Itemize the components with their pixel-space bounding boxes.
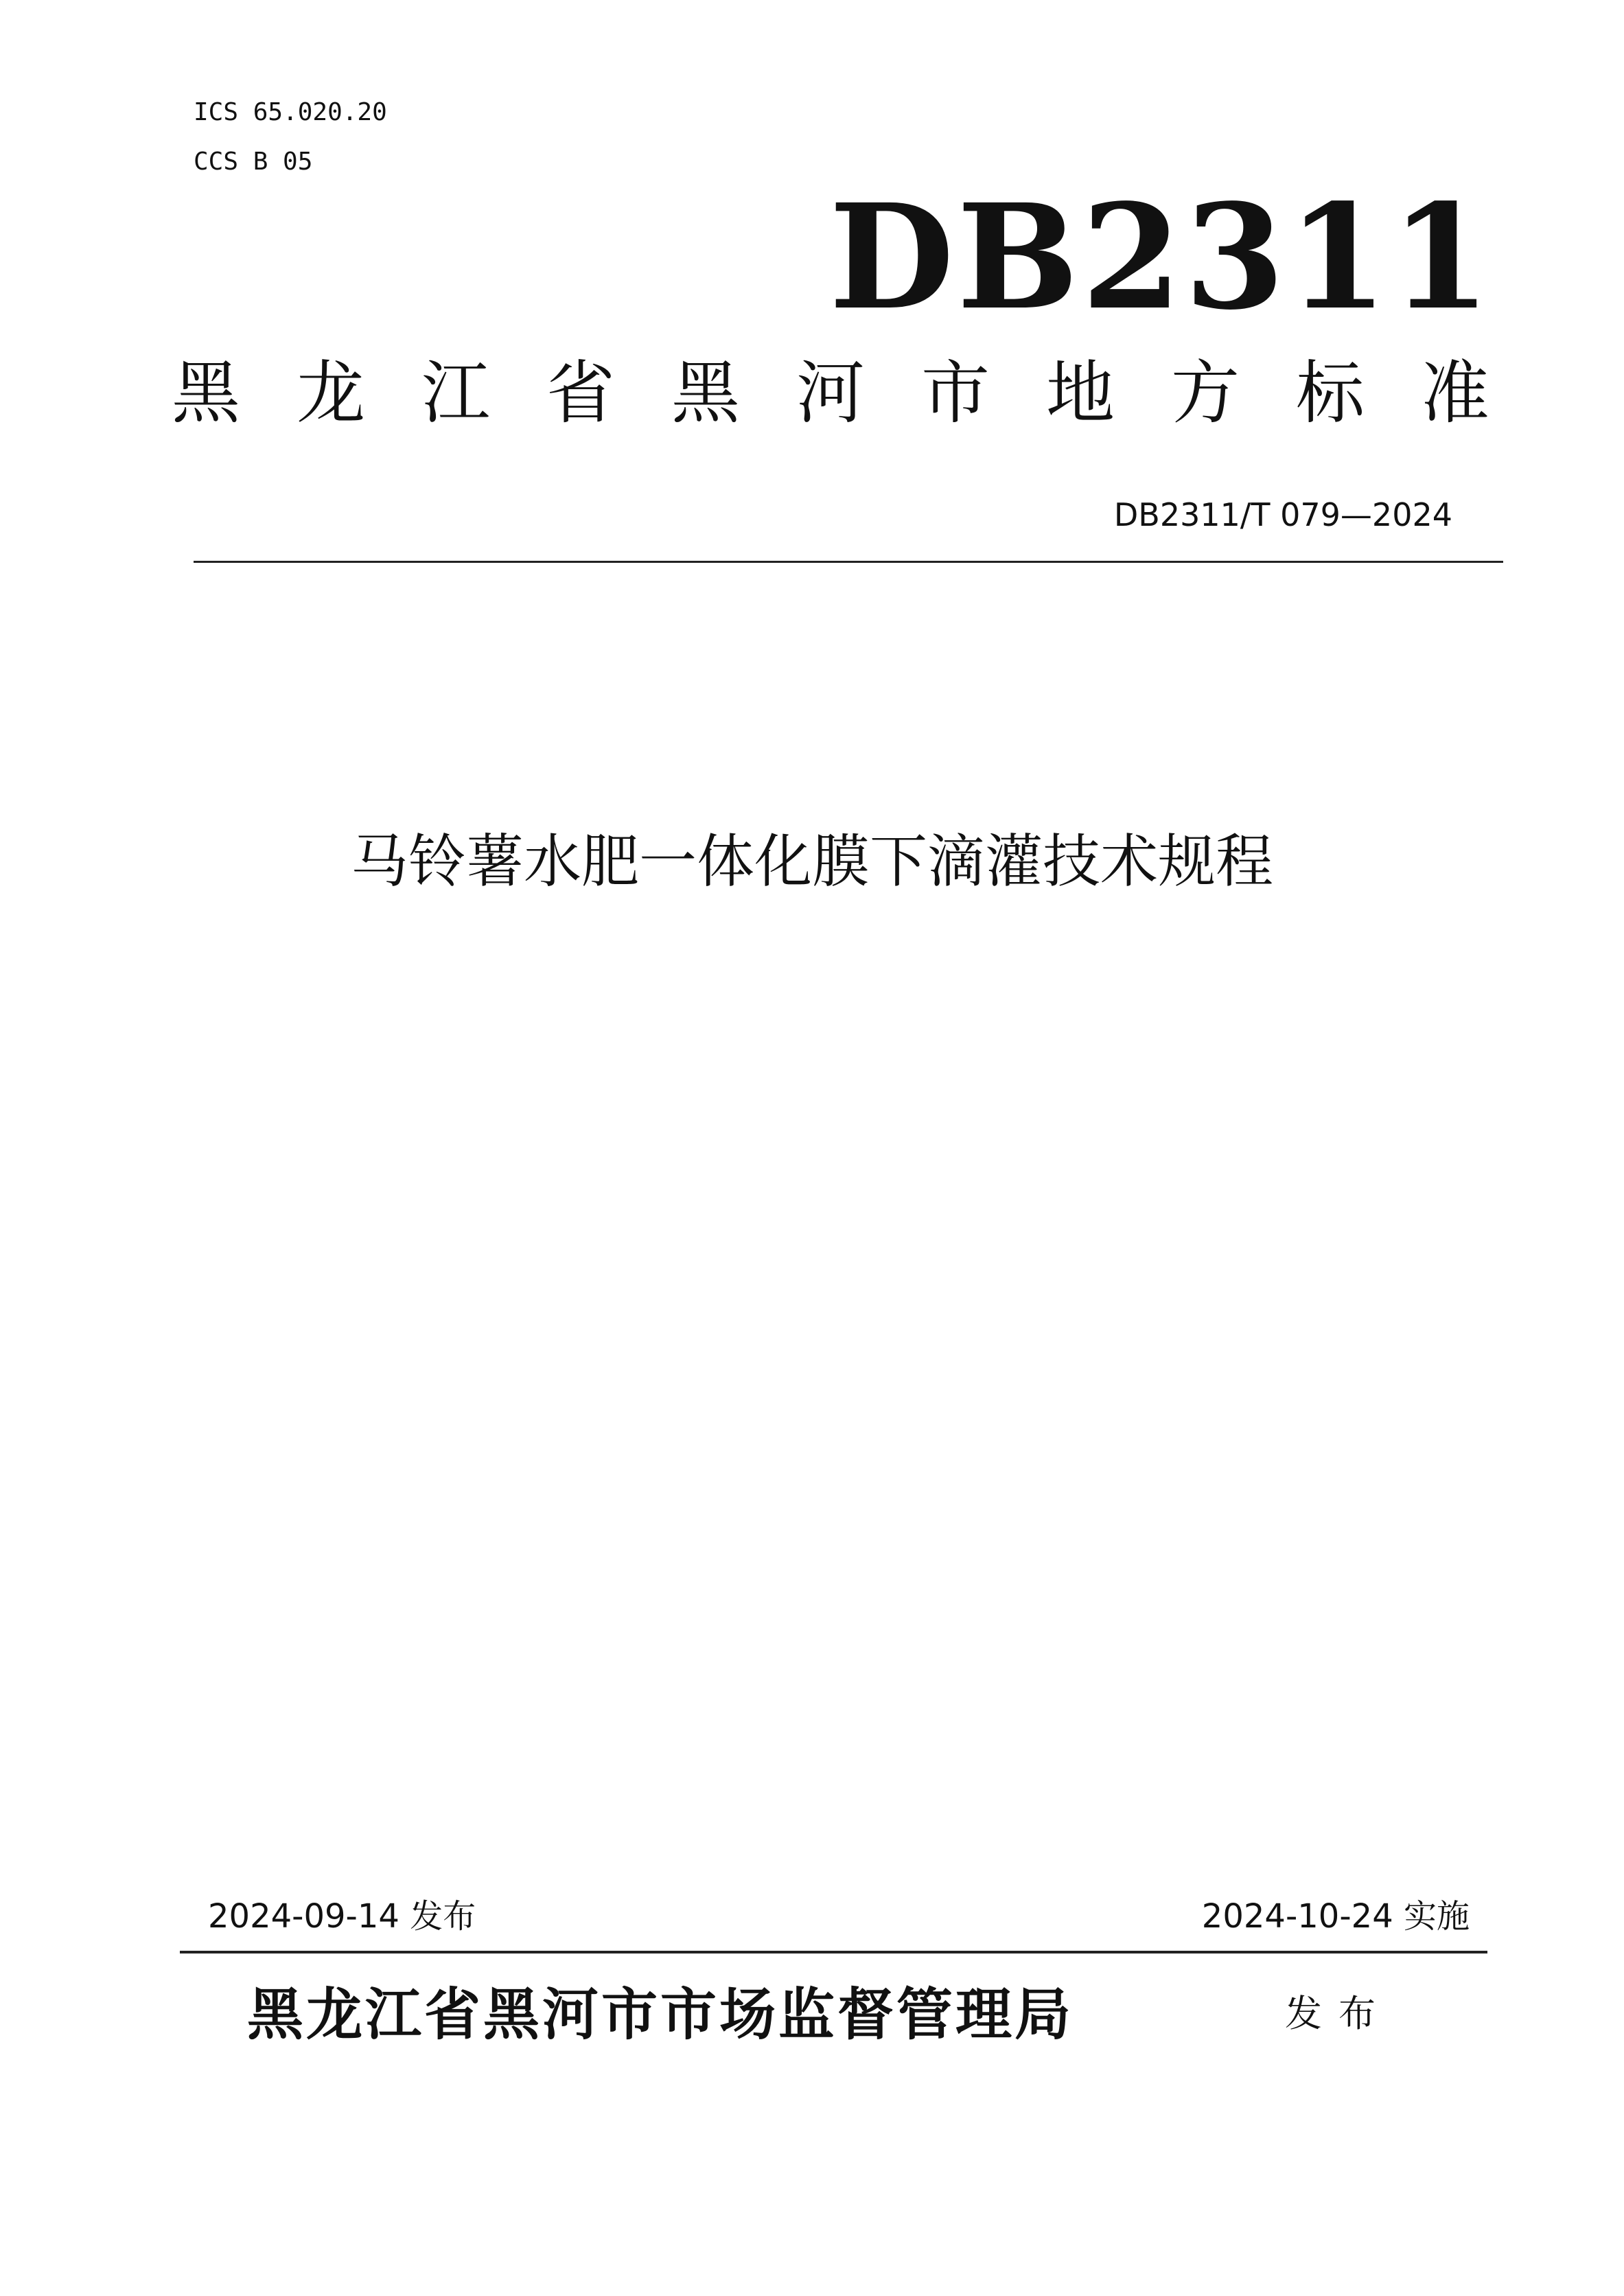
publish-label: 发布 [1285,1992,1392,2035]
standard-type-char: 黑 [671,353,740,433]
standard-type-char: 市 [921,353,990,433]
standard-type-char: 龙 [297,353,365,433]
standard-type-char: 黑 [172,353,240,433]
header-divider [194,561,1503,563]
standard-type-char: 江 [421,353,490,433]
standard-type-char: 标 [1296,353,1365,433]
standard-type-char: 河 [796,353,865,433]
standard-type-char: 准 [1421,353,1489,433]
ics-code: ICS 65.020.20 [194,98,387,126]
issue-date: 2024-09-14 发布 [208,1897,476,1936]
standard-type-heading [172,349,1489,438]
implementation-date: 2024-10-24 实施 [1201,1897,1470,1936]
publisher-name: 黑龙江省黑河市市场监督管理局 [247,1982,1074,2048]
standard-code-large: DB2311 [828,172,1494,342]
ccs-code: CCS B 05 [194,148,313,176]
document-title: 马铃薯水肥一体化膜下滴灌技术规程 [350,828,1273,895]
footer-divider [180,1951,1487,1953]
standard-type-char: 地 [1046,353,1115,433]
standard-type-char: 省 [546,353,615,433]
standard-number: DB2311/T 079—2024 [1113,496,1452,533]
standard-type-char: 方 [1171,353,1240,433]
